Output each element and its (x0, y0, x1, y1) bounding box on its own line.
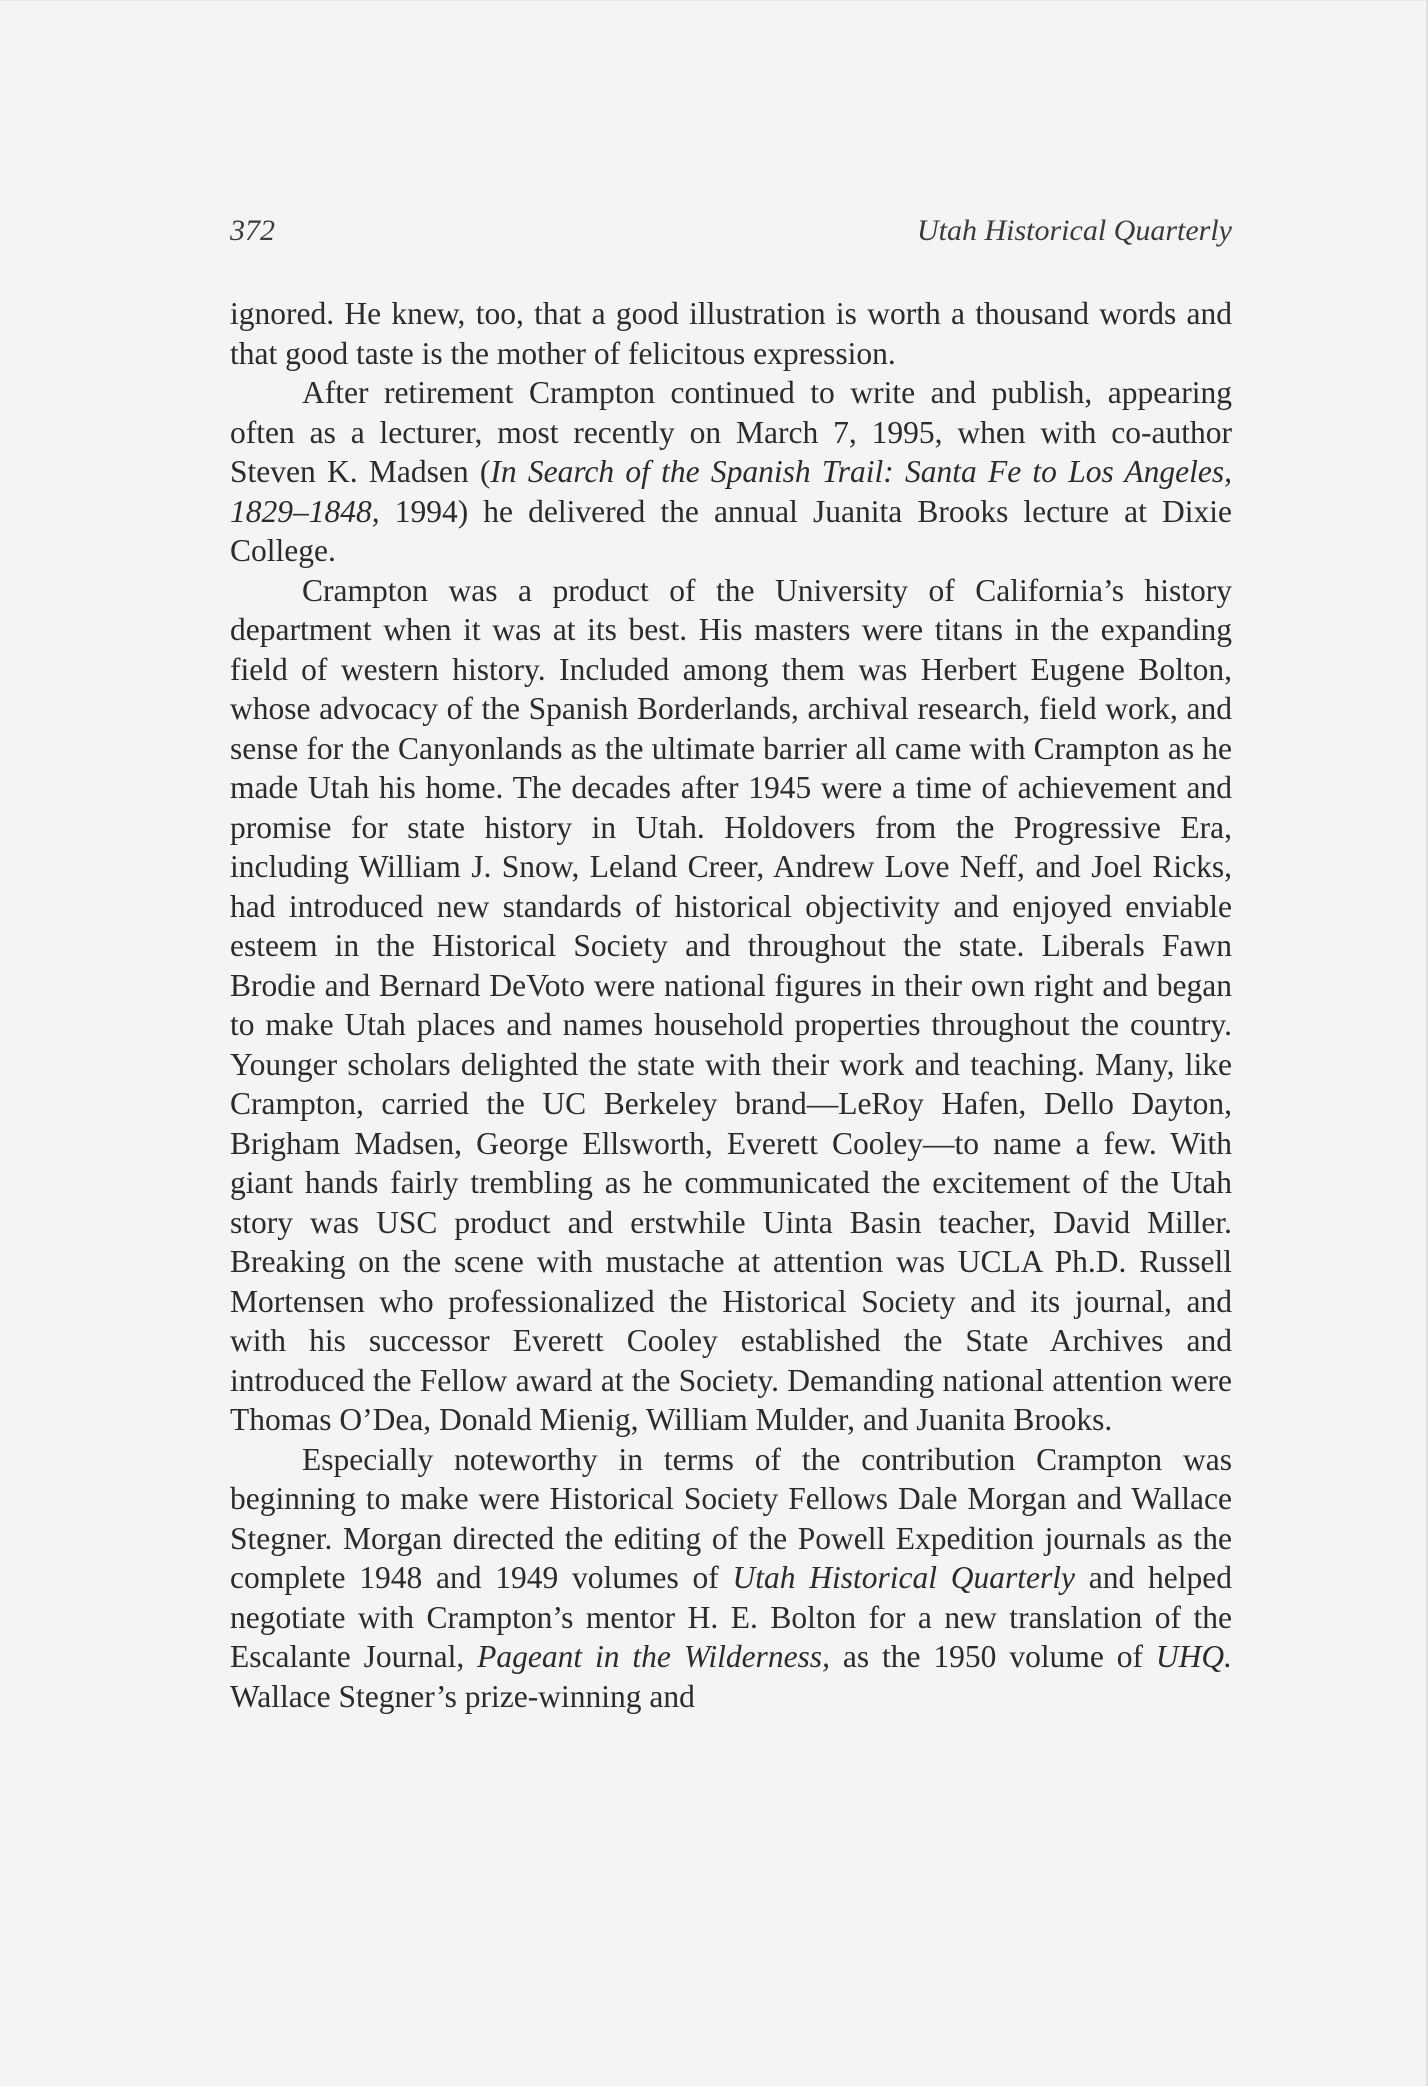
book-title: Pageant in the Wilderness, (477, 1639, 830, 1674)
book-title: In Search of the Spanish Trail: Santa Fe to Los Angeles, 1829–1848, (230, 454, 1232, 529)
running-title: Utah Historical Quarterly (917, 214, 1232, 247)
text-segment: as the 1950 volume of (829, 1639, 1156, 1674)
paragraph (230, 373, 1232, 571)
text-segment: Especially noteworthy in terms of the contribution Crampton was beginning to make were Historical Society Fellows Dale Morgan and Wallace Stegner. Morgan directed the editing of the Powell Expedition journals as the complete 1948 and 1949 volumes of (230, 1441, 1232, 1595)
journal-title: Utah Historical Quarterly (732, 1560, 1076, 1595)
journal-abbreviation: UHQ. (1155, 1639, 1233, 1674)
paragraph (230, 571, 1232, 1440)
article-body (230, 294, 1232, 1716)
text-segment: and helped negotiate with Crampton’s mentor H. E. Bolton for a new translation of the Escalante Journal, (230, 1560, 1232, 1674)
page-header (230, 214, 1232, 254)
text-segment: ignored. He knew, too, that a good illustration is worth a thousand words and that good taste is the mother of felicitous expression. (230, 296, 1232, 371)
text-segment: Wallace Stegner’s prize-winning and (230, 1678, 695, 1714)
paragraph (230, 1440, 1232, 1717)
text-segment: After retirement Crampton continued to write and publish, appearing often as a lecturer, most recently on March 7, 1995, when with co-author Steven K. Madsen ( (230, 375, 1232, 489)
paragraph (230, 294, 1232, 373)
text-segment: Crampton was a product of the University of California’s history department when it was at its best. His masters were titans in the expanding field of western history. Included among them was Herbert Eugene Bolton, whose advocacy of the Spanish Borderlands, archival research, field work, and sense for the Canyonlands as the ultimate barrier all came with Crampton as he made Utah his home. The decades after 1945 were a time of achievement and promise for state history in Utah. Holdovers from the Progressive Era, including William J. Snow, Leland Creer, Andrew Love Neff, and Joel Ricks, had introduced new standards of historical objectivity and enjoyed enviable esteem in the Historical Society and throughout the state. Liberals Fawn Brodie and Bernard DeVoto were national figures in their own right and began to make Utah places and names household properties throughout the country. Younger scholars delighted the state with their work and teaching. Many, like Crampton, carried the UC Berkeley brand—LeRoy Hafen, Dello Dayton, Brigham Madsen, George Ellsworth, Everett Cooley—to name a few. With giant hands fairly trembling as he communicated the excitement of the Utah story was USC product and erstwhile Uinta Basin teacher, David Miller. Breaking on the scene with mustache at attention was UCLA Ph.D. Russell Mortensen who professionalized the Historical Society and its journal, and with his successor Everett Cooley established the State Archives and introduced the Fellow award at the Society. Demanding national attention were Thomas O’Dea, Donald Mienig, William Mulder, and Juanita Brooks. (230, 572, 1232, 1437)
text-segment: 1994) he delivered the annual Juanita Brooks lecture at Dixie College. (230, 493, 1232, 568)
page-number: 372 (230, 214, 275, 247)
